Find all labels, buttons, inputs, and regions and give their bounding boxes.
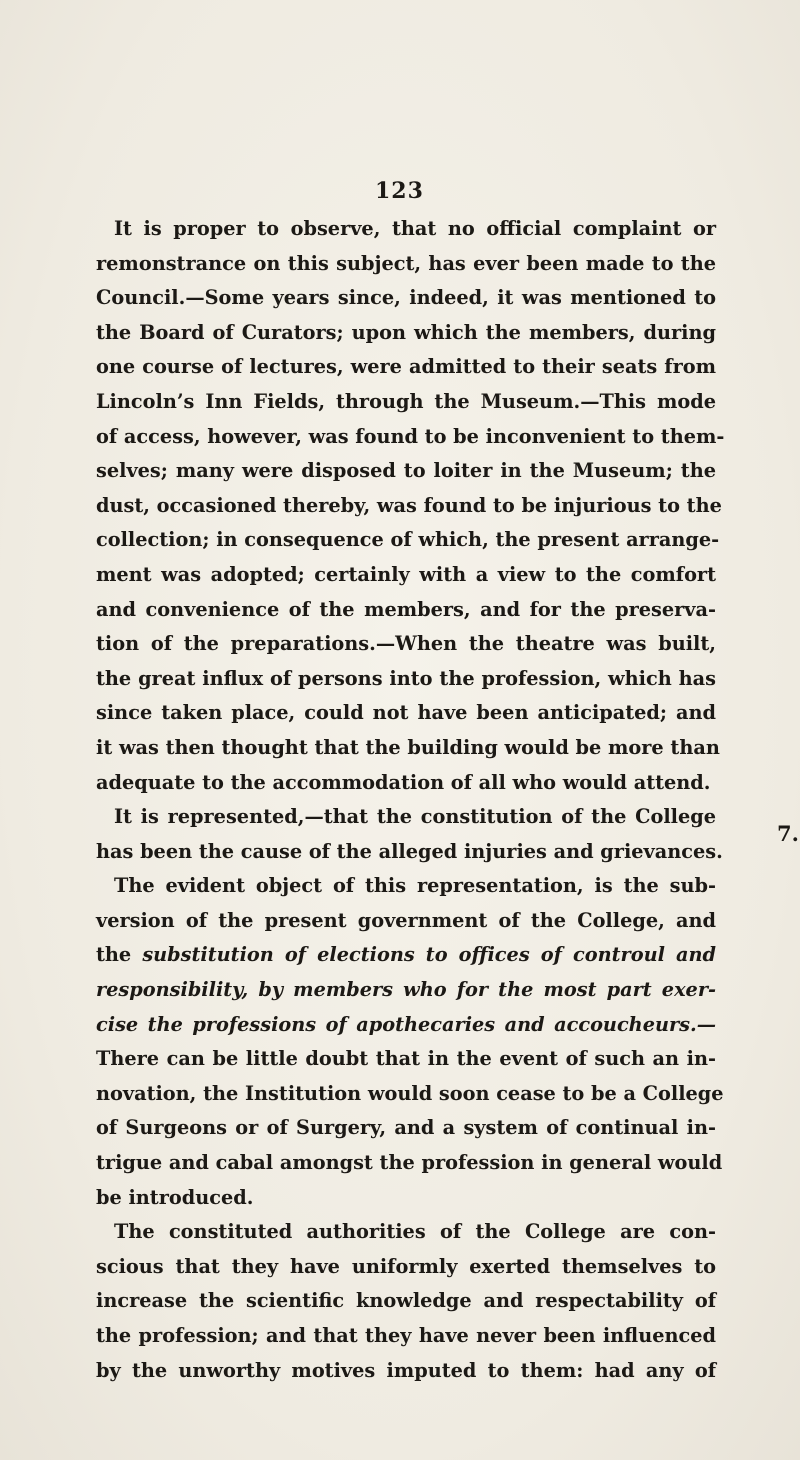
text-line: version of the present government of the College, and xyxy=(96,908,716,932)
text-line xyxy=(96,1008,716,1043)
text-line: novation, the Institution would soon cease to be a College xyxy=(96,1081,724,1105)
text-line: dust, occasioned thereby, was found to be injurious to the xyxy=(96,493,722,517)
text-fragment: the xyxy=(96,943,132,967)
text-line: selves; many were disposed to loiter in the Museum; the xyxy=(96,459,716,483)
text-line: the great influx of persons into the profession, which has xyxy=(96,666,716,690)
text-line: It is proper to observe, that no official complaint or xyxy=(114,217,716,240)
text-line: of Surgeons or of Surgery, and a system of continual in- xyxy=(96,1116,716,1140)
text-line: and convenience of the members, and for the preserva- xyxy=(96,597,716,621)
text-line xyxy=(96,973,716,1008)
text-line: The constituted authorities of the College are con- xyxy=(114,1220,716,1244)
text-line: scious that they have uniformly exerted themselves to xyxy=(96,1254,716,1278)
text-line: since taken place, could not have been anticipated; and xyxy=(96,701,716,725)
text-line: trigue and cabal amongst the profession in general would xyxy=(96,1151,723,1175)
text-line: increase the scientific knowledge and respectability of xyxy=(96,1289,716,1313)
text-line: collection; in consequence of which, the present arrange- xyxy=(96,528,720,552)
text-line: ment was adopted; certainly with a view to the comfort xyxy=(96,562,716,586)
text-line: it was then thought that the building would be more than xyxy=(96,735,720,759)
text-line: Lincoln’s Inn Fields, through the Museum.—This mode xyxy=(96,389,716,413)
page-number: 123 xyxy=(375,178,424,204)
text-line: be introduced. xyxy=(96,1185,254,1209)
text-line: tion of the preparations.—When the theatre was built, xyxy=(96,632,716,656)
text-line: Council.—Some years since, indeed, it was mentioned to xyxy=(96,286,716,310)
text-line: the Board of Curators; upon which the members, during xyxy=(96,320,716,344)
text-line: The evident object of this representation, is the sub- xyxy=(114,874,716,898)
text-line: by the unworthy motives imputed to them: had any of xyxy=(96,1358,716,1382)
text-line: It is represented,—that the constitution of the College xyxy=(114,805,716,829)
italic-fragment: substitution of elections to offices of controul and xyxy=(142,943,717,967)
italic-fragment: responsibility, by members who for the most part exer- xyxy=(96,978,716,1002)
margin-note: 7. xyxy=(777,821,799,846)
text-line: There can be little doubt that in the event of such an in- xyxy=(96,1047,716,1071)
text-line: one course of lectures, were admitted to their seats from xyxy=(96,355,716,379)
text-line: has been the cause of the alleged injuries and grievances. xyxy=(96,839,723,863)
text-line: of access, however, was found to be inconvenient to them- xyxy=(96,424,725,448)
body-text xyxy=(96,212,725,1388)
text-line: the profession; and that they have never been influenced xyxy=(96,1324,716,1347)
italic-fragment: cise the professions of apothecaries and accoucheurs.— xyxy=(96,1012,716,1036)
text-line-mixed xyxy=(96,938,716,973)
text-line: adequate to the accommodation of all who would attend. xyxy=(96,770,711,794)
text-line: remonstrance on this subject, has ever been made to the xyxy=(96,251,716,275)
